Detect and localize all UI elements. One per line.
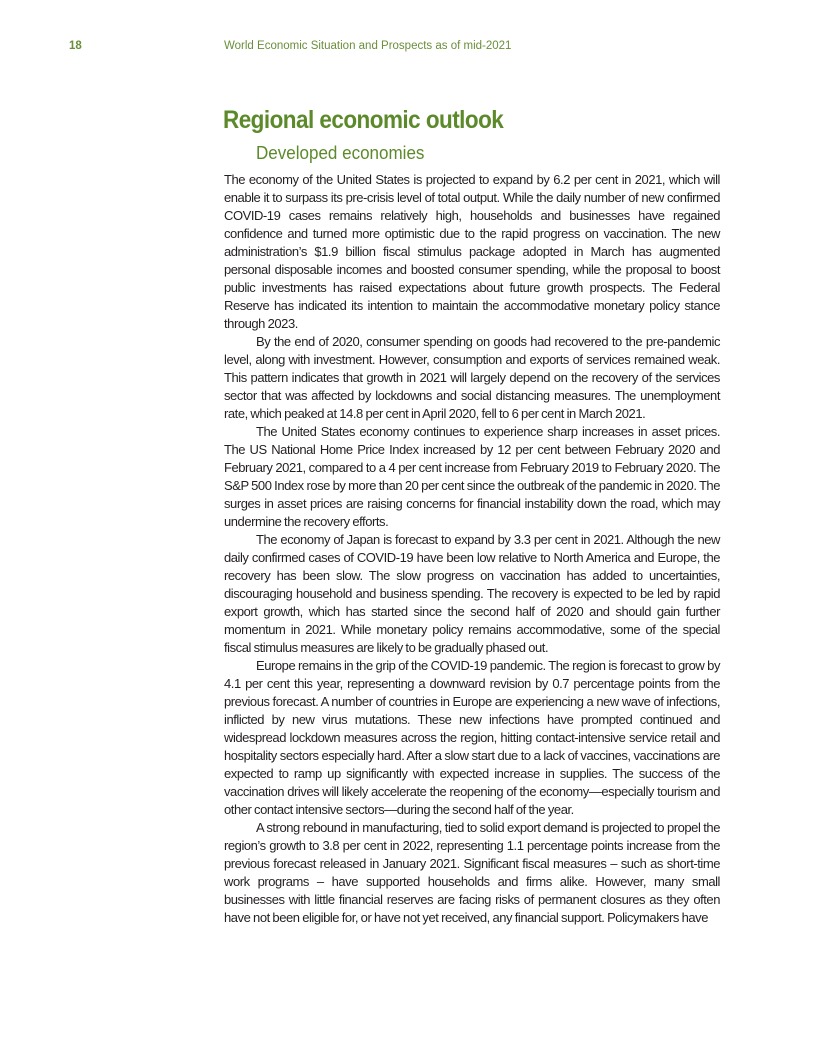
paragraph-japan-outlook: The economy of Japan is forecast to expand by 3.3 per cent in 2021. Although the new daily confirmed cases of COVID-19 have been low relative to North America and Europe, the recovery has been slow. The slow progress on vaccination has added to uncertainties, discouraging household and business spending. The recovery is expected to be led by rapid export growth, which has started since the second half of 2020 and should gain further momentum in 2021. While monetary policy remains accommodative, some of the special fiscal stimulus measures are likely to be gradually phased out. (224, 532, 720, 655)
paragraph-us-outlook: The economy of the United States is projected to expand by 6.2 per cent in 2021, which will enable it to surpass its pre-crisis level of total output. While the daily number of new confirmed COVID-19 cases remains relatively high, households and businesses have regained confidence and turned more optimistic due to the rapid progress on vaccination. The new administration’s $1.9 billion fiscal stimulus package adopted in March has augmented personal disposable incomes and boosted consumer spending, while the proposal to boost public investments has raised expectations about future growth prospects. The Federal Reserve has indicated its intention to maintain the accommodative monetary policy stance through 2023. (224, 172, 720, 331)
running-header: World Economic Situation and Prospects as of mid-2021 (224, 40, 512, 52)
page-number: 18 (69, 40, 82, 52)
body-text (224, 171, 720, 927)
paragraph-us-consumer-spending: By the end of 2020, consumer spending on goods had recovered to the pre-pandemic level, along with investment. However, consumption and exports of services remained weak. This pattern indicates that growth in 2021 will largely depend on the recovery of the services sector that was affected by lockdowns and social distancing measures. The unemployment rate, which peaked at 14.8 per cent in April 2020, fell to 6 per cent in March 2021. (224, 334, 720, 421)
section-heading: Regional economic outlook (223, 106, 504, 134)
paragraph-us-asset-prices: The United States economy continues to experience sharp increases in asset prices. The US National Home Price Index increased by 12 per cent between February 2020 and February 2021, compared to a 4 per cent increase from February 2019 to February 2020. The S&P 500 Index rose by more than 20 per cent since the outbreak of the pandemic in 2020. The surges in asset prices are raising concerns for financial instability down the road, which may undermine the recovery efforts. (224, 424, 720, 529)
subsection-heading: Developed economies (256, 142, 425, 163)
paragraph-europe-outlook: Europe remains in the grip of the COVID-19 pandemic. The region is forecast to grow by 4.1 per cent this year, representing a downward revision by 0.7 percentage points from the previous forecast. A number of countries in Europe are experiencing a new wave of infections, inflicted by new virus mutations. These new infections have prompted continued and widespread lockdown measures across the region, hitting contact-intensive service retail and hospitality sectors especially hard. After a slow start due to a lack of vaccines, vaccinations are expected to ramp up significantly with expected increase in supplies. The success of the vaccination drives will likely accelerate the reopening of the economy—especially tourism and other contact intensive sectors—during the second half of the year. (224, 658, 720, 817)
paragraph-europe-rebound: A strong rebound in manufacturing, tied to solid export demand is projected to propel the region’s growth to 3.8 per cent in 2022, representing 1.1 percentage points increase from the previous forecast released in January 2021. Significant fiscal measures – such as short-time work programs – have supported households and firms alike. However, many small businesses with little financial reserves are facing risks of permanent closures as they often have not been eligible for, or have not yet received, any financial support. Policymakers have (224, 820, 720, 925)
